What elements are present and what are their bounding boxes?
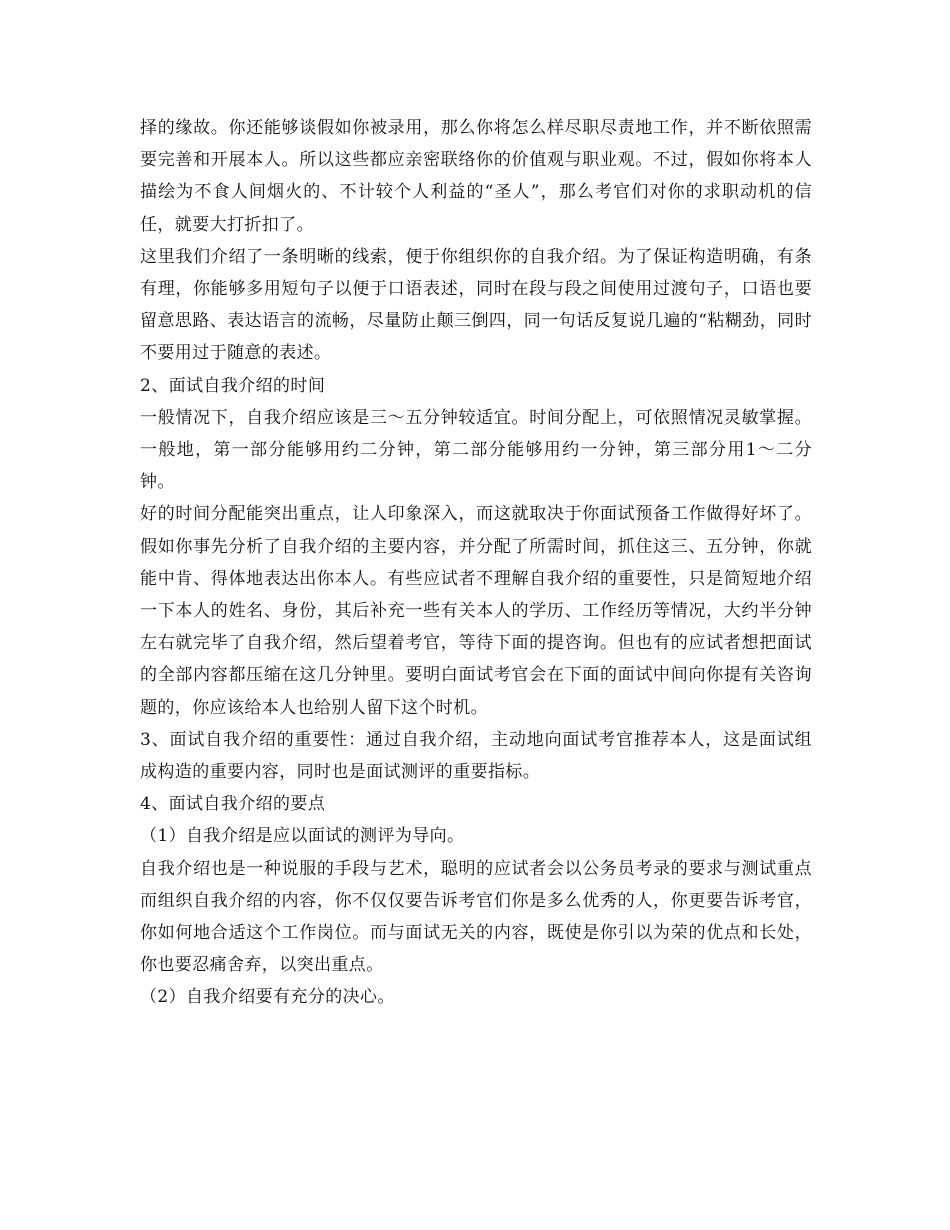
heading-key-points: 4、面试自我介绍的要点 (140, 794, 326, 815)
paragraph-importance: 3、面试自我介绍的重要性：通过自我介绍，主动地向面试考官推荐本人，这是面试组成构造的重要内容，同时也是面试测评的重要指标。 (140, 729, 812, 783)
paragraph-time-allocation: 一般情况下，自我介绍应该是三～五分钟较适宜。时间分配上，可依照情况灵敏掌握。一般地，第一部分能够用约二分钟，第二部分能够用约一分钟，第三部分用1～二分钟。 (140, 407, 812, 493)
subheading-point-2: （2）自我介绍要有充分的决心。 (140, 987, 395, 1008)
subheading-point-1: （1）自我介绍是应以面试的测评为导向。 (140, 826, 465, 847)
paragraph-point-1-detail: 自我介绍也是一种说服的手段与艺术，聪明的应试者会以公务员考录的要求与测试重点而组织自我介绍的内容，你不仅仅要告诉考官们你是多么优秀的人，你更要告诉考官，你如何地合适这个工作岗位。而与面试无关的内容，既使是你引以为荣的优点和长处，你也要忍痛舍弃，以突出重点。 (140, 858, 812, 976)
heading-intro-time: 2、面试自我介绍的时间 (140, 375, 326, 396)
document-body (140, 112, 812, 1014)
paragraph-motivation-end: 择的缘故。你还能够谈假如你被录用，那么你将怎么样尽职尽责地工作，并不断依照需要完善和开展本人。所以这些都应亲密联络你的价值观与职业观。不过，假如你将本人描绘为不食人间烟火的、不计较个人利益的“圣人”，那么考官们对你的求职动机的信任，就要大打折扣了。 (140, 118, 812, 235)
paragraph-time-emphasis: 好的时间分配能突出重点，让人印象深入，而这就取决于你面试预备工作做得好坏了。假如你事先分析了自我介绍的主要内容，并分配了所需时间，抓住这三、五分钟，你就能中肯、得体地表达出你本人。有些应试者不理解自我介绍的重要性，只是简短地介绍一下本人的姓名、身份，其后补充一些有关本人的学历、工作经历等情况，大约半分钟左右就完毕了自我介绍，然后望着考官，等待下面的提咨询。但也有的应试者想把面试的全部内容都压缩在这几分钟里。要明白面试考官会在下面的面试中间向你提有关咨询题的，你应该给本人也给别人留下这个时机。 (140, 504, 812, 718)
paragraph-structure-tips: 这里我们介绍了一条明晰的线索，便于你组织你的自我介绍。为了保证构造明确，有条有理，你能够多用短句子以便于口语表述，同时在段与段之间使用过渡句子，口语也要留意思路、表达语言的流畅，尽量防止颠三倒四，同一句话反复说几遍的“粘糊劲，同时不要用过于随意的表述。 (140, 246, 812, 364)
